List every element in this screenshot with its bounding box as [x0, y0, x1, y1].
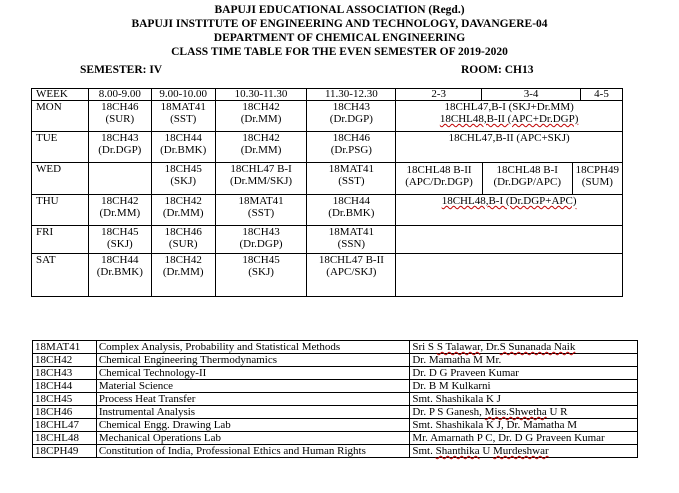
subject-row [33, 380, 638, 393]
faculty-code: (Dr.MM) [240, 113, 282, 125]
subject-faculty: Dr. P S Ganesh, Miss.Shwetha U R [410, 406, 638, 419]
course-code: 18CHL48 B-I [496, 164, 558, 176]
class-cell [307, 195, 396, 226]
semester-label: SEMESTER: IV [80, 64, 163, 76]
course-code: 18CH44 [164, 132, 202, 144]
class-cell [151, 101, 215, 132]
faculty-code: (SSN) [337, 238, 366, 250]
lab-batch: 18CHL48,B-II (APC+Dr.DGP) [439, 113, 579, 125]
subject-code: 18CH44 [33, 380, 97, 393]
class-cell [88, 101, 151, 132]
day-cell: TUE [32, 132, 89, 163]
faculty-code: (Dr.MM) [240, 144, 282, 156]
subject-code: 18MAT41 [33, 341, 97, 354]
timetable-header-row [32, 89, 623, 101]
course-code: 18CH43 [101, 132, 139, 144]
timetable-row-wed [32, 163, 623, 195]
subject-name: Mechanical Operations Lab [96, 432, 410, 445]
header-week: WEEK [32, 89, 89, 101]
course-code: 18CH45 [164, 163, 202, 175]
faculty-code: (SST) [247, 207, 275, 219]
subject-code: 18CH45 [33, 393, 97, 406]
class-cell [151, 226, 215, 254]
subject-code: 18CH46 [33, 406, 97, 419]
subject-row [33, 367, 638, 380]
faculty-code: (SUR) [105, 113, 135, 125]
header-slot-7: 4-5 [581, 89, 623, 101]
class-cell [307, 254, 396, 297]
faculty-code: (Dr.DGP) [239, 238, 283, 250]
class-cell [215, 132, 307, 163]
course-code: 18CH44 [101, 254, 139, 266]
subject-name: Chemical Technology-II [96, 367, 410, 380]
faculty-code: (Dr.DGP) [98, 144, 142, 156]
faculty-code: (SST) [170, 113, 197, 125]
afternoon-split-cell [396, 163, 623, 195]
timetable-title: CLASS TIME TABLE FOR THE EVEN SEMESTER OF 2019-2020 [171, 46, 508, 58]
lab-cell [396, 195, 623, 226]
course-code: 18CH42 [242, 101, 280, 113]
class-cell [215, 195, 307, 226]
header-slot-1: 8.00-9.00 [88, 89, 151, 101]
course-code: 18CH42 [164, 254, 202, 266]
lab-cell [396, 132, 623, 163]
class-cell [151, 132, 215, 163]
class-cell [215, 163, 307, 195]
faculty-code: (SUR) [168, 238, 198, 250]
timetable-row-tue [32, 132, 623, 163]
class-cell [215, 226, 307, 254]
class-cell [307, 132, 396, 163]
course-code: 18CH42 [101, 195, 139, 207]
subject-code: 18CPH49 [33, 445, 97, 458]
class-cell [215, 101, 307, 132]
faculty-code: (APC/Dr.DGP) [405, 176, 473, 188]
timetable-row-sat [32, 254, 623, 297]
class-cell [88, 226, 151, 254]
subject-row [33, 406, 638, 419]
course-code: 18MAT41 [328, 226, 374, 238]
subject-faculty: Mr. Amarnath P C, Dr. D G Praveen Kumar [410, 432, 638, 445]
faculty-code: (SUM) [581, 176, 613, 188]
course-code: 18CH45 [101, 226, 139, 238]
day-cell: WED [32, 163, 89, 195]
course-code: 18CH42 [242, 132, 280, 144]
course-code: 18CH45 [242, 254, 280, 266]
subject-code: 18CHL47 [33, 419, 97, 432]
subject-name: Chemical Engg. Drawing Lab [96, 419, 410, 432]
faculty-code: (Dr.MM) [99, 207, 141, 219]
class-cell [151, 254, 215, 297]
department-title: DEPARTMENT OF CHEMICAL ENGINEERING [213, 32, 466, 44]
subject-name: Complex Analysis, Probability and Statistical Methods [96, 341, 410, 354]
class-cell [307, 163, 396, 195]
faculty-code: (Dr.DGP) [329, 113, 373, 125]
subject-name: Material Science [96, 380, 410, 393]
subject-row [33, 393, 638, 406]
header-slot-2: 9.00-10.00 [151, 89, 215, 101]
course-code: 18CH43 [332, 101, 370, 113]
course-code: 18CH42 [164, 195, 202, 207]
timetable-row-thu [32, 195, 623, 226]
course-code: 18CHL47 B-II [318, 254, 384, 266]
faculty-code: (Dr.MM) [162, 207, 204, 219]
association-title: BAPUJI EDUCATIONAL ASSOCIATION (Regd.) [214, 4, 465, 16]
subject-code: 18CHL48 [33, 432, 97, 445]
subject-code: 18CH42 [33, 354, 97, 367]
day-cell: THU [32, 195, 89, 226]
faculty-code: (Dr.MM) [162, 266, 204, 278]
lab-batch: 18CHL48,B-I (Dr.DGP+APC) [441, 195, 577, 207]
timetable-row-fri [32, 226, 623, 254]
subject-faculty: Sri S S Talawar, Dr.S Sunanada Naik [410, 341, 638, 354]
class-cell [215, 254, 307, 297]
faculty-code: (Dr.MM/SKJ) [230, 175, 293, 187]
course-code: 18CH46 [164, 226, 202, 238]
day-cell: FRI [32, 226, 89, 254]
subject-faculty: Smt. Shashikala K J, Dr. Mamatha M [410, 419, 638, 432]
subject-row [33, 432, 638, 445]
subject-name: Chemical Engineering Thermodynamics [96, 354, 410, 367]
subject-row [33, 445, 638, 458]
subject-faculty: Dr. Mamatha M Mr. [410, 354, 638, 367]
faculty-code: (Dr.BMK) [328, 207, 375, 219]
empty-cell [396, 226, 623, 254]
faculty-code: (SST) [338, 175, 365, 187]
faculty-code: (Dr.BMK) [160, 144, 207, 156]
class-cell [307, 226, 396, 254]
course-code: 18CH46 [332, 132, 370, 144]
header-slot-6: 3-4 [482, 89, 581, 101]
header-slot-5: 2-3 [396, 89, 482, 101]
class-cell [307, 101, 396, 132]
subject-row [33, 354, 638, 367]
class-cell [88, 254, 151, 297]
subject-code: 18CH43 [33, 367, 97, 380]
class-cell [151, 163, 215, 195]
subject-name: Instrumental Analysis [96, 406, 410, 419]
subject-faculty: Smt. Shashikala K J [410, 393, 638, 406]
day-cell: SAT [32, 254, 89, 297]
course-code: 18MAT41 [160, 101, 206, 113]
lab-cell [482, 163, 572, 194]
header-slot-4: 11.30-12.30 [307, 89, 396, 101]
course-code: 18CHL47 B-I [230, 163, 292, 175]
subject-faculty: Smt. Shanthika U Murdeshwar [410, 445, 638, 458]
subject-name: Constitution of India, Professional Ethics and Human Rights [96, 445, 410, 458]
faculty-code: (SKJ) [106, 238, 133, 250]
lab-cell [396, 101, 623, 132]
class-cell [572, 163, 622, 194]
faculty-code: (SKJ) [170, 175, 197, 187]
course-code: 18CHL48 B-II [406, 164, 472, 176]
course-code: 18CPH49 [575, 164, 620, 176]
faculty-code: (SKJ) [248, 266, 274, 278]
subject-faculty: Dr. B M Kulkarni [410, 380, 638, 393]
subject-name: Process Heat Transfer [96, 393, 410, 406]
course-code: 18CH43 [242, 226, 280, 238]
empty-cell [88, 163, 151, 195]
afternoon-split [396, 163, 622, 194]
empty-cell [396, 254, 623, 297]
lab-batch: 18CHL47,B-I (SKJ+Dr.MM) [444, 101, 574, 113]
day-cell: MON [32, 101, 89, 132]
header-slot-3: 10.30-11.30 [215, 89, 307, 101]
course-code: 18MAT41 [328, 163, 374, 175]
class-cell [88, 195, 151, 226]
course-code: 18MAT41 [238, 195, 284, 207]
room-label: ROOM: CH13 [461, 64, 534, 76]
faculty-code: (Dr.DGP/APC) [493, 176, 561, 188]
subject-table [32, 340, 638, 458]
class-cell [151, 195, 215, 226]
subject-row [33, 341, 638, 354]
subject-row [33, 419, 638, 432]
faculty-code: (Dr.PSG) [330, 144, 372, 156]
course-code: 18CH46 [101, 101, 139, 113]
institute-title: BAPUJI INSTITUTE OF ENGINEERING AND TECHNOLOGY, DAVANGERE-04 [131, 18, 548, 30]
course-code: 18CH44 [332, 195, 370, 207]
lab-cell [396, 163, 482, 194]
faculty-code: (APC/SKJ) [326, 266, 377, 278]
timetable-row-mon [32, 101, 623, 132]
subject-faculty: Dr. D G Praveen Kumar [410, 367, 638, 380]
faculty-code: (Dr.BMK) [96, 266, 143, 278]
class-cell [88, 132, 151, 163]
class-timetable [31, 88, 623, 297]
lab-batch: 18CHL47,B-II (APC+SKJ) [448, 132, 570, 144]
